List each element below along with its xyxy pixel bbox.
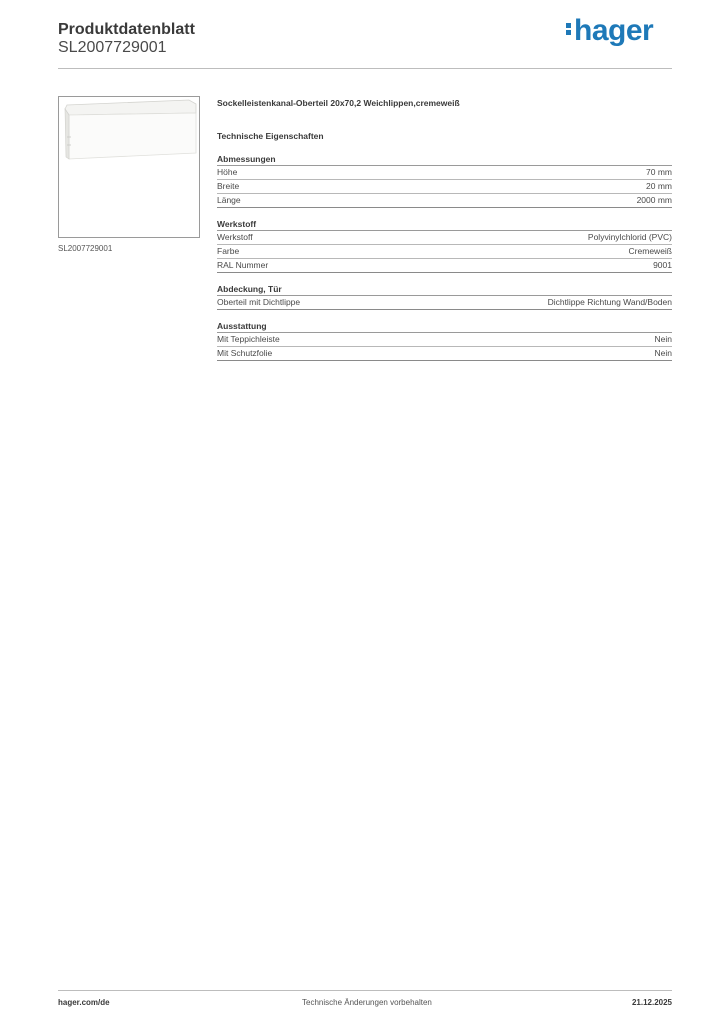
- footer-divider: [58, 990, 672, 991]
- spec-label: Farbe: [217, 246, 240, 256]
- spec-value: Cremeweiß: [628, 246, 672, 256]
- group-title: Werkstoff: [217, 218, 672, 231]
- spec-row: [217, 194, 672, 208]
- spec-label: Breite: [217, 181, 240, 191]
- product-title: Sockelleistenkanal-Oberteil 20x70,2 Weichlippen,cremeweiß: [217, 98, 460, 108]
- spec-label: Oberteil mit Dichtlippe: [217, 297, 301, 307]
- group-abmessungen: [217, 153, 672, 208]
- spec-row: [217, 333, 672, 347]
- footer-notice: Technische Änderungen vorbehalten: [302, 998, 432, 1007]
- spec-value: Dichtlippe Richtung Wand/Boden: [547, 297, 672, 307]
- page-title: Produktdatenblatt: [58, 21, 195, 38]
- spec-row: [217, 245, 672, 259]
- product-details: [217, 96, 672, 361]
- group-ausstattung: [217, 320, 672, 361]
- group-werkstoff: [217, 218, 672, 273]
- group-title: Abdeckung, Tür: [217, 283, 672, 296]
- spec-value: 9001: [653, 260, 672, 270]
- product-image: [58, 96, 200, 238]
- group-title: Ausstattung: [217, 320, 672, 333]
- spec-value: Nein: [654, 334, 672, 344]
- spec-row: [217, 296, 672, 310]
- spec-label: Mit Schutzfolie: [217, 348, 273, 358]
- footer-date: 21.12.2025: [631, 998, 672, 1007]
- spec-row: [217, 231, 672, 245]
- hager-logo: [566, 14, 653, 48]
- spec-label: Länge: [217, 195, 241, 205]
- article-number: SL2007729001: [58, 39, 167, 56]
- section-heading: Technische Eigenschaften: [217, 131, 324, 141]
- spec-label: RAL Nummer: [217, 260, 269, 270]
- spec-value: 20 mm: [646, 181, 672, 191]
- logo-dots-icon: [566, 21, 572, 37]
- group-abdeckung: [217, 283, 672, 310]
- header-divider: [58, 68, 672, 69]
- image-caption: SL2007729001: [58, 244, 113, 253]
- spec-label: Höhe: [217, 167, 238, 177]
- spec-row: [217, 347, 672, 361]
- logo-text: hager: [574, 14, 654, 47]
- footer-website: hager.com/de: [58, 998, 110, 1007]
- spec-value: 2000 mm: [636, 195, 672, 205]
- spec-label: Mit Teppichleiste: [217, 334, 280, 344]
- spec-label: Werkstoff: [217, 232, 253, 242]
- spec-value: Nein: [654, 348, 672, 358]
- spec-row: [217, 166, 672, 180]
- spec-row: [217, 259, 672, 273]
- spec-row: [217, 180, 672, 194]
- spec-value: Polyvinylchlorid (PVC): [587, 232, 672, 242]
- group-title: Abmessungen: [217, 153, 672, 166]
- spec-value: 70 mm: [646, 167, 672, 177]
- baseboard-profile-image: [59, 97, 199, 237]
